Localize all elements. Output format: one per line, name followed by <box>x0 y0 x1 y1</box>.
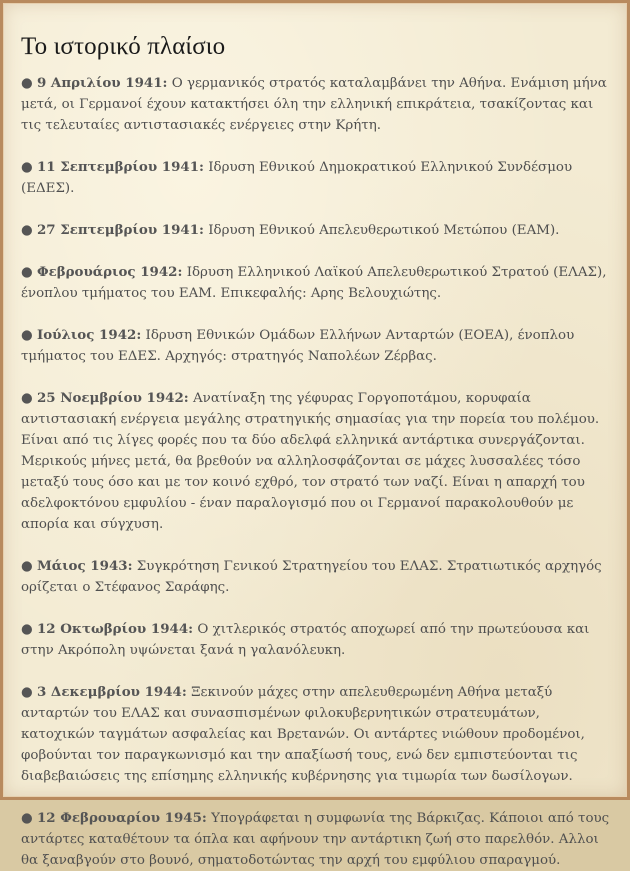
bullet-icon: ● <box>21 75 33 91</box>
timeline-entry <box>21 73 613 136</box>
entry-date: 27 Σεπτεμβρίου 1941: <box>36 222 204 238</box>
timeline-entry <box>21 808 613 871</box>
entry-text: Ο γερμανικός στρατός καταλαμβάνει την Αθήνα. Ενάμιση μήνα μετά, οι Γερμανοί έχουν κατακτήσει όλη την ελληνική επικράτεια, τσακίζοντας και τις τελευταίες αντιστασιακές ενέργειες στην Κρήτη. <box>21 76 607 133</box>
entry-date: Μάιος 1943: <box>36 558 133 574</box>
entry-date: 11 Σεπτεμβρίου 1941: <box>36 159 204 175</box>
entry-date: 3 Δεκεμβρίου 1944: <box>36 684 187 700</box>
entry-text: Ιδρυση Εθνικού Δημοκρατικού Ελληνικού Συνδέσμου (ΕΔΕΣ). <box>21 160 573 196</box>
bullet-icon: ● <box>21 558 33 574</box>
bullet-icon: ● <box>21 222 33 238</box>
bullet-icon: ● <box>21 684 33 700</box>
entry-date: 12 Φεβρουαρίου 1945: <box>36 810 207 826</box>
entry-text: Ξεκινούν μάχες στην απελευθερωμένη Αθήνα μεταξύ ανταρτών του ΕΛΑΣ και συνασπισμένων φιλοκυβερνητικών στρατευμάτων, κατοχικών ταγμάτων ασφαλείας και Βρετανών. Οι αντάρτες νιώθουν προδομένοι, φοβούνται τον παραγκωνισμό και την απαξίωσή τους, ενώ δεν εμπιστεύονται τις διαβεβαιώσεις της επίσημης ελληνικής κυβέρνησης για τιμωρία των δωσίλογων. <box>21 685 585 784</box>
timeline-list <box>21 73 613 871</box>
bullet-icon: ● <box>21 327 33 343</box>
timeline-entry <box>21 682 613 787</box>
entry-date: 25 Νοεμβρίου 1942: <box>36 390 189 406</box>
entry-date: 9 Απριλίου 1941: <box>36 75 168 91</box>
timeline-entry <box>21 388 613 535</box>
timeline-entry <box>21 157 613 199</box>
entry-text: Ο χιτλερικός στρατός αποχωρεί από την πρωτεύουσα και στην Ακρόπολη υψώνεται ξανά η γαλανόλευκη. <box>21 622 590 658</box>
entry-text: Ιδρυση Εθνικού Απελευθερωτικού Μετώπου (ΕΑΜ). <box>208 223 560 238</box>
entry-text: Συγκρότηση Γενικού Στρατηγείου του ΕΛΑΣ. Στρατιωτικός αρχηγός ορίζεται ο Στέφανος Σαράφης. <box>21 559 602 595</box>
page-title: Το ιστορικό πλαίσιο <box>21 33 226 60</box>
entry-date: Φεβρουάριος 1942: <box>36 264 183 280</box>
timeline-entry <box>21 619 613 661</box>
entry-text: Υπογράφεται η συμφωνία της Βάρκιζας. Κάποιοι από τους αντάρτες καταθέτουν τα όπλα και αφήνουν την αντάρτικη ζωή στο παρελθόν. Αλλοι θα ξαναβγούν στο βουνό, σηματοδοτώντας την αρχή του εμφύλιου σπαραγμού. <box>21 811 610 868</box>
entry-date: 12 Οκτωβρίου 1944: <box>36 621 194 637</box>
entry-text: Ανατίναξη της γέφυρας Γοργοποτάμου, κορυφαία αντιστασιακή ενέργεια μεγάλης στρατηγικής σημασίας για την πορεία του πολέμου. Είναι από τις λίγες φορές που τα δύο αδελφά ελληνικά αντάρτικα συνεργάζονται. Μερικούς μήνες μετά, θα βρεθούν να αλληλοσφάζονται σε μάχες λυσσαλέες τόσο μεταξύ τους όσο και με τον κοινό εχθρό, τον στρατό των ναζί. Είναι η απαρχή του αδελφοκτόνου εμφυλίου - έναν παραλογισμό που οι Γερμανοί παρακολουθούν με απορία και σύγχυση. <box>21 391 600 532</box>
bullet-icon: ● <box>21 390 33 406</box>
timeline-entry <box>21 325 613 367</box>
bullet-icon: ● <box>21 810 33 826</box>
entry-text: Ιδρυση Εθνικών Ομάδων Ελλήνων Ανταρτών (ΕΟΕΑ), ένοπλου τμήματος του ΕΔΕΣ. Αρχηγός: στρατηγός Ναπολέων Ζέρβας. <box>21 328 575 364</box>
bullet-icon: ● <box>21 264 33 280</box>
bullet-icon: ● <box>21 621 33 637</box>
timeline-entry <box>21 220 613 241</box>
timeline-entry <box>21 556 613 598</box>
entry-text: Ιδρυση Ελληνικού Λαϊκού Απελευθερωτικού Στρατού (ΕΛΑΣ), ένοπλου τμήματος του ΕΑΜ. Επικεφαλής: Αρης Βελουχιώτης. <box>21 265 607 301</box>
bullet-icon: ● <box>21 159 33 175</box>
entry-date: Ιούλιος 1942: <box>36 327 142 343</box>
timeline-entry <box>21 262 613 304</box>
